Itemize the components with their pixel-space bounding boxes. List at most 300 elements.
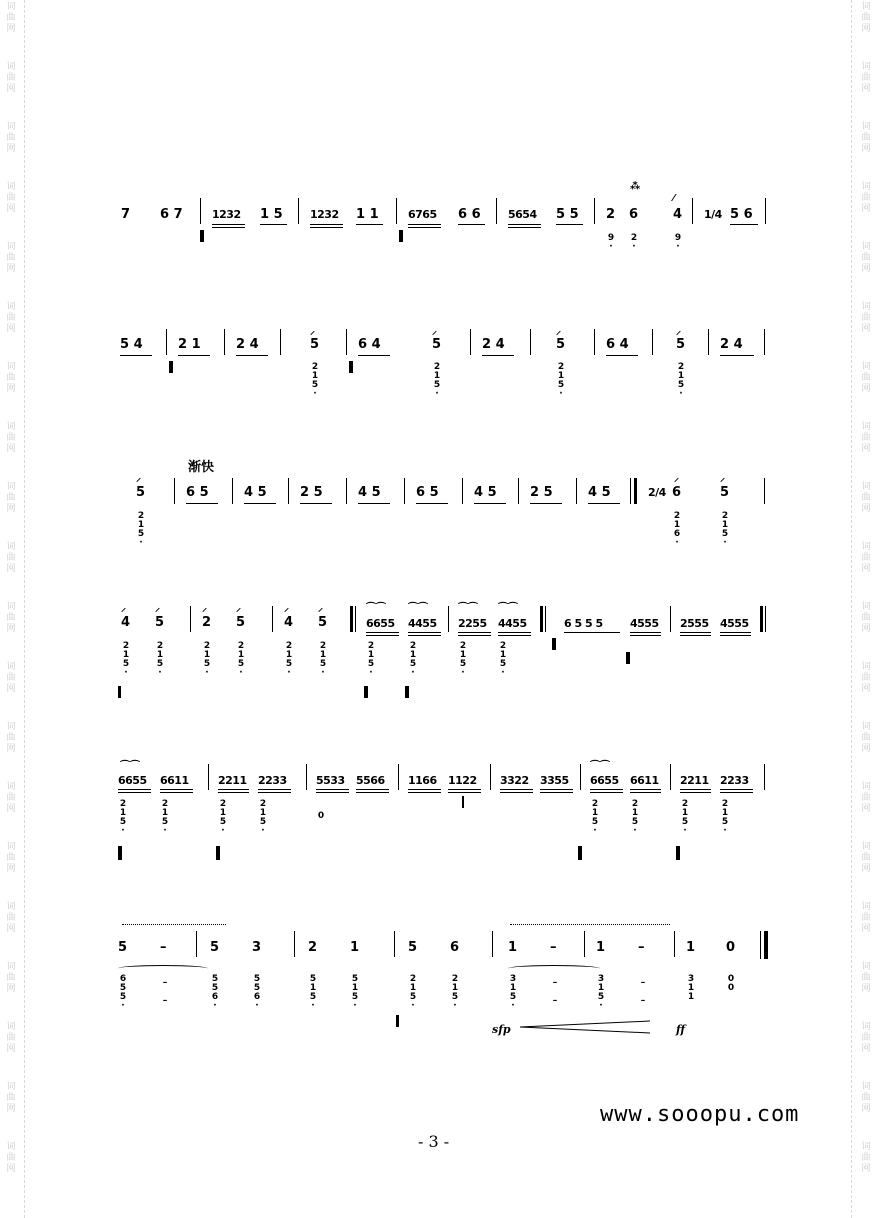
barline [346, 329, 347, 355]
beam [408, 227, 441, 228]
beam [366, 635, 399, 636]
barline [398, 764, 399, 790]
slur [508, 965, 600, 972]
barline [200, 198, 201, 224]
note: 1122 [448, 774, 477, 787]
time-signature: 2/4 [648, 486, 666, 499]
barline [584, 931, 585, 957]
chord-stack: – – [162, 978, 168, 1006]
dynamic-ff: ff [676, 1023, 686, 1036]
tempo-marking: 渐快 [188, 460, 215, 475]
note: 4 [284, 615, 294, 630]
chord-stack: 2 1 5 · [156, 641, 164, 678]
note: 6 [629, 207, 639, 222]
watermark-text: 词 曲 网 [861, 782, 871, 814]
watermark-text: 词 曲 网 [6, 302, 16, 334]
barline [394, 931, 395, 957]
note: 2 1 [178, 337, 201, 352]
beam [730, 224, 758, 225]
note: 6611 [630, 774, 659, 787]
barline [346, 478, 347, 504]
chord-stack: 2 1 5 · [161, 799, 169, 836]
chord-stack: 2 1 5 · [237, 641, 245, 678]
watermark-text: 词 曲 网 [6, 1082, 16, 1114]
tie-line [122, 924, 226, 925]
note: 4 5 [358, 485, 381, 500]
barline [545, 606, 546, 632]
barline [190, 606, 191, 632]
beam [186, 503, 218, 504]
repeat-barline [634, 478, 637, 504]
note: 6 5 [416, 485, 439, 500]
ornament-mark: ⌒⌒ [366, 603, 386, 614]
beam [408, 789, 441, 790]
note: – [550, 940, 557, 955]
watermark-text: 词 曲 网 [6, 842, 16, 874]
beam [680, 792, 711, 793]
accent-mark: ⸝ [432, 326, 437, 337]
note: 6 [672, 485, 682, 500]
note: 4 [673, 207, 683, 222]
beam [366, 632, 399, 633]
note: 6 [450, 940, 460, 955]
page-number: - 3 - [418, 1132, 450, 1151]
watermark-text: 词 曲 网 [6, 362, 16, 394]
accent-mark: ⸝ [676, 326, 681, 337]
barline [448, 606, 449, 632]
right-watermark-strip [851, 0, 876, 1218]
chord-stack: 2 1 5 · [285, 641, 293, 678]
watermark-text: 词 曲 网 [861, 902, 871, 934]
watermark-text: 词 曲 网 [861, 302, 871, 334]
chord-stack: 5 1 5 · [351, 974, 359, 1011]
beam [500, 792, 533, 793]
barline [765, 198, 766, 224]
beam [508, 224, 541, 225]
note: 2211 [680, 774, 709, 787]
chord-stack: 3 1 5 · [597, 974, 605, 1011]
ornament-mark: ⌒⌒ [458, 603, 478, 614]
beam [498, 635, 531, 636]
repeat-marker [364, 686, 368, 698]
chord-stack: 2 1 5 · [681, 799, 689, 836]
chord-stack: 2 1 5 · [459, 641, 467, 678]
accent-mark: ⸝ [202, 603, 207, 614]
accent-mark: ⸝ [674, 473, 679, 484]
note: 0 [726, 940, 736, 955]
watermark-text: 词 曲 网 [861, 422, 871, 454]
accent-mark: ⸝ [284, 603, 289, 614]
beam [408, 635, 441, 636]
watermark-text: 词 曲 网 [861, 182, 871, 214]
chord-stack: – – [552, 978, 558, 1006]
repeat-marker [200, 230, 204, 242]
chord-stack: 2 1 5 · [721, 511, 729, 548]
note: 5 4 [120, 337, 143, 352]
note: 1 [686, 940, 696, 955]
repeat-marker [349, 361, 353, 373]
barline [674, 931, 675, 957]
barline [580, 764, 581, 790]
watermark-text: 词 曲 网 [6, 62, 16, 94]
beam [590, 792, 623, 793]
beam [408, 632, 441, 633]
beam [448, 789, 481, 790]
note: 5 [432, 337, 442, 352]
beam [500, 789, 533, 790]
beam [310, 224, 343, 225]
barline [764, 329, 765, 355]
chord-stack: 2 1 5 · [631, 799, 639, 836]
ornament-mark: ⌒⌒ [498, 603, 518, 614]
watermark-text: 词 曲 网 [861, 962, 871, 994]
chord-stack: 2 1 5 · [367, 641, 375, 678]
repeat-marker [462, 796, 464, 808]
note: 6 7 [160, 207, 183, 222]
beam [720, 355, 754, 356]
note: 1166 [408, 774, 437, 787]
note: 5 [310, 337, 320, 352]
note: 1 [508, 940, 518, 955]
beam [680, 632, 711, 633]
beam [564, 632, 620, 633]
watermark-text: 词 曲 网 [6, 1142, 16, 1174]
beam [160, 792, 193, 793]
watermark-text: 词 曲 网 [861, 1022, 871, 1054]
note: 3355 [540, 774, 569, 787]
chord-stack: 2 1 5 · [409, 974, 417, 1011]
repeat-marker [396, 1015, 399, 1027]
beam [310, 227, 343, 228]
beam [358, 503, 390, 504]
watermark-text: 词 曲 网 [6, 482, 16, 514]
note: 5533 [316, 774, 345, 787]
note: 3322 [500, 774, 529, 787]
note: 2233 [720, 774, 749, 787]
note: 6765 [408, 208, 437, 221]
accent-mark: ⸝ [318, 603, 323, 614]
watermark-text: 词 曲 网 [6, 662, 16, 694]
beam [720, 792, 753, 793]
note: 4 5 [588, 485, 611, 500]
chord-stack: 2 1 5 · [137, 511, 145, 548]
watermark-text: 词 曲 网 [861, 542, 871, 574]
chord-stack: 2 1 5 · [409, 641, 417, 678]
barline [355, 606, 356, 632]
watermark-text: 词 曲 网 [861, 602, 871, 634]
note: 2 [606, 207, 616, 222]
beam [474, 503, 506, 504]
beam [556, 224, 583, 225]
beam [212, 227, 245, 228]
slur [118, 965, 208, 972]
beam [258, 792, 291, 793]
tie-line [510, 924, 670, 925]
barline [594, 198, 595, 224]
barline [462, 478, 463, 504]
barline [765, 606, 766, 632]
barline [224, 329, 225, 355]
barline [594, 329, 595, 355]
note: – [160, 940, 167, 955]
site-url: www.sooopu.com [600, 1102, 800, 1127]
beam [720, 789, 753, 790]
beam [356, 224, 383, 225]
crescendo-hairpin [520, 1019, 650, 1035]
beam [588, 503, 620, 504]
barline [764, 478, 765, 504]
chord-stack: 2 1 5 · [259, 799, 267, 836]
beam [118, 792, 151, 793]
chord-stack: 2 1 5 · [311, 362, 319, 399]
note: 2555 [680, 617, 709, 630]
barline [404, 478, 405, 504]
beam [530, 503, 562, 504]
beam [120, 355, 152, 356]
watermark-text: 词 曲 网 [6, 182, 16, 214]
dynamic-sfp: sfp [492, 1023, 511, 1036]
ornament-mark: ⌒⌒ [590, 761, 610, 772]
repeat-marker [552, 638, 556, 650]
note: 5 [556, 337, 566, 352]
repeat-marker [216, 846, 220, 860]
watermark-text: 词 曲 网 [6, 242, 16, 274]
beam [316, 789, 349, 790]
note: 5 [155, 615, 165, 630]
watermark-text: 词 曲 网 [6, 782, 16, 814]
watermark-text: 词 曲 网 [6, 2, 16, 34]
chord-stack: 9 · [607, 233, 615, 252]
note: 6 5 [186, 485, 209, 500]
note: 2 [202, 615, 212, 630]
watermark-text: 词 曲 网 [6, 542, 16, 574]
beam [458, 224, 485, 225]
beam [244, 503, 276, 504]
chord-stack: – – [640, 978, 646, 1006]
left-watermark-strip [0, 0, 25, 1218]
note: 4 5 [474, 485, 497, 500]
barline [490, 764, 491, 790]
note: 2 [308, 940, 318, 955]
note: 5 6 [730, 207, 753, 222]
note: 5 [318, 615, 328, 630]
beam [508, 227, 541, 228]
beam [458, 632, 491, 633]
final-barline [764, 931, 768, 959]
barline [652, 329, 653, 355]
note: 6655 [590, 774, 619, 787]
repeat-marker [578, 846, 582, 860]
barline [670, 764, 671, 790]
chord-stack: 9 · [674, 233, 682, 252]
note: 2211 [218, 774, 247, 787]
note: 2 4 [720, 337, 743, 352]
beam [316, 792, 349, 793]
barline [196, 931, 197, 957]
beam [260, 224, 287, 225]
beam [458, 635, 491, 636]
chord-stack: 2 1 5 · [677, 362, 685, 399]
note: 6 6 [458, 207, 481, 222]
beam [218, 789, 249, 790]
beam [160, 789, 193, 790]
accent-mark: ⸝ [155, 603, 160, 614]
note: 1 1 [356, 207, 379, 222]
barline [298, 198, 299, 224]
beam [482, 355, 514, 356]
chord-stack: 2 1 5 · [721, 799, 729, 836]
note: 4555 [720, 617, 749, 630]
note: 5 [210, 940, 220, 955]
watermark-text: 词 曲 网 [861, 662, 871, 694]
note: 6 4 [606, 337, 629, 352]
chord-stack: 0 0 [727, 974, 735, 993]
beam [408, 792, 441, 793]
barline [280, 329, 281, 355]
note: 6611 [160, 774, 189, 787]
beam [540, 792, 573, 793]
barline [174, 478, 175, 504]
note: 4455 [408, 617, 437, 630]
accent-mark: ⸝ [720, 473, 725, 484]
time-signature: 1/4 [704, 208, 722, 221]
note: 5 [118, 940, 128, 955]
barline [692, 198, 693, 224]
watermark-text: 词 曲 网 [6, 122, 16, 154]
note: 4455 [498, 617, 527, 630]
repeat-barline [350, 606, 353, 632]
note: 2255 [458, 617, 487, 630]
beam [680, 789, 711, 790]
accent-mark: ⸝ [121, 603, 126, 614]
repeat-marker [676, 846, 680, 860]
repeat-marker [118, 686, 121, 698]
barline [576, 478, 577, 504]
accent-mark: ⁄ [673, 193, 675, 204]
chord-stack: 2 1 5 · [433, 362, 441, 399]
barline [208, 764, 209, 790]
note: 1 [596, 940, 606, 955]
watermark-text: 词 曲 网 [861, 2, 871, 34]
note: 4555 [630, 617, 659, 630]
note: 6655 [366, 617, 395, 630]
beam [300, 503, 332, 504]
note: 1232 [310, 208, 339, 221]
chord-stack: 5 1 5 · [309, 974, 317, 1011]
note: 5566 [356, 774, 385, 787]
chord-stack: 2 1 5 · [203, 641, 211, 678]
watermark-text: 词 曲 网 [861, 62, 871, 94]
watermark-text: 词 曲 网 [6, 1022, 16, 1054]
chord-stack: 3 1 5 · [509, 974, 517, 1011]
barline [166, 329, 167, 355]
note: 5 [236, 615, 246, 630]
note: 5 [720, 485, 730, 500]
barline [630, 478, 631, 504]
beam [448, 792, 481, 793]
chord-stack: 2 1 5 · [122, 641, 130, 678]
repeat-marker [399, 230, 403, 242]
beam [590, 789, 623, 790]
barline [470, 329, 471, 355]
barline [518, 478, 519, 504]
watermark-text: 词 曲 网 [6, 722, 16, 754]
beam [606, 355, 638, 356]
chord-stack: 2 1 5 · [591, 799, 599, 836]
barline [496, 198, 497, 224]
accent-mark: ⸝ [136, 473, 141, 484]
chord-stack: 3 1 1 [687, 974, 695, 1002]
beam [356, 792, 389, 793]
note: 6 5 5 5 [564, 617, 603, 630]
beam [720, 635, 751, 636]
beam [408, 224, 441, 225]
watermark-text: 词 曲 网 [6, 602, 16, 634]
beam [118, 789, 151, 790]
watermark-text: 词 曲 网 [861, 722, 871, 754]
beam [720, 632, 751, 633]
beam [212, 224, 245, 225]
repeat-barline [540, 606, 543, 632]
beam [680, 635, 711, 636]
repeat-marker [405, 686, 409, 698]
note: 5654 [508, 208, 537, 221]
chord-stack: 2 1 5 · [557, 362, 565, 399]
note: 2 5 [300, 485, 323, 500]
beam [218, 792, 249, 793]
beam [498, 632, 531, 633]
note: 3 [252, 940, 262, 955]
chord-stack: 5 5 6 · [211, 974, 219, 1011]
watermark-text: 词 曲 网 [861, 482, 871, 514]
watermark-text: 词 曲 网 [6, 902, 16, 934]
note: 2 5 [530, 485, 553, 500]
note: – [638, 940, 645, 955]
beam [236, 355, 268, 356]
chord-stack: 2 1 5 · [499, 641, 507, 678]
accent-mark: ⸝ [556, 326, 561, 337]
barline [294, 931, 295, 957]
note: 4 5 [244, 485, 267, 500]
beam [630, 635, 661, 636]
barline [760, 931, 761, 959]
note: 6655 [118, 774, 147, 787]
barline [288, 478, 289, 504]
note: 5 5 [556, 207, 579, 222]
note: 6 4 [358, 337, 381, 352]
barline [492, 931, 493, 957]
accent-mark: ⸝ [236, 603, 241, 614]
barline [708, 329, 709, 355]
ornament-mark: ⌒⌒ [408, 603, 428, 614]
beam [356, 789, 389, 790]
chord-stack: 6 5 5 · [119, 974, 127, 1011]
note: 1232 [212, 208, 241, 221]
note: 2 4 [482, 337, 505, 352]
beam [540, 789, 573, 790]
ornament-mark: ⌒⌒ [120, 761, 140, 772]
chord-stack: 2 1 6 · [673, 511, 681, 548]
barline [530, 329, 531, 355]
ornament-mark: ⁂ [630, 181, 641, 192]
beam [630, 789, 661, 790]
watermark-text: 词 曲 网 [861, 1142, 871, 1174]
watermark-text: 词 曲 网 [861, 1082, 871, 1114]
note: 5 [136, 485, 146, 500]
barline [232, 478, 233, 504]
barline [272, 606, 273, 632]
beam [416, 503, 448, 504]
